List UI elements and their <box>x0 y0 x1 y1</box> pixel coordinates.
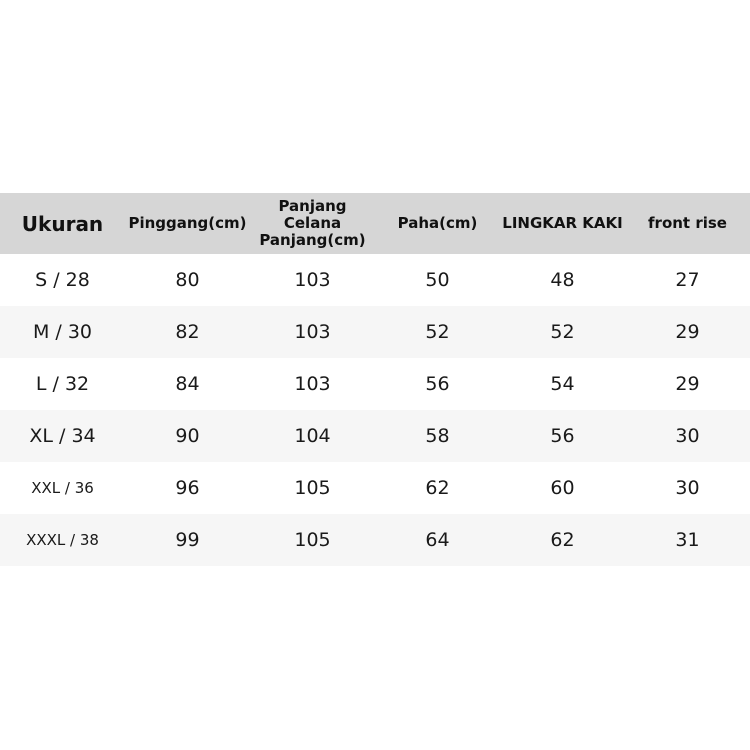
size-cell: XXL / 36 <box>31 479 94 497</box>
size-cell: L / 32 <box>35 373 90 395</box>
waist-cell: 80 <box>175 269 200 291</box>
table-row <box>0 358 750 410</box>
front-rise-cell: 29 <box>675 373 700 395</box>
header-thigh: Paha(cm) <box>397 214 478 232</box>
table-row <box>0 462 750 514</box>
length-cell: 105 <box>294 529 331 551</box>
front-rise-cell: 29 <box>675 321 700 343</box>
waist-cell: 84 <box>175 373 200 395</box>
table-row <box>0 514 750 566</box>
header-waist: Pinggang(cm) <box>128 214 247 232</box>
leg-opening-cell: 56 <box>550 425 575 447</box>
size-cell: XL / 34 <box>29 425 96 447</box>
thigh-cell: 52 <box>425 321 450 343</box>
table-row <box>0 410 750 462</box>
length-cell: 103 <box>294 321 331 343</box>
front-rise-cell: 31 <box>675 529 700 551</box>
header-pants-length: Panjang Celana Panjang(cm) <box>259 197 366 249</box>
table-header-row <box>0 193 750 254</box>
length-cell: 105 <box>294 477 331 499</box>
waist-cell: 90 <box>175 425 200 447</box>
waist-cell: 82 <box>175 321 200 343</box>
front-rise-cell: 30 <box>675 477 700 499</box>
leg-opening-cell: 62 <box>550 529 575 551</box>
table-row <box>0 254 750 306</box>
size-cell: M / 30 <box>32 321 93 343</box>
front-rise-cell: 30 <box>675 425 700 447</box>
thigh-cell: 56 <box>425 373 450 395</box>
waist-cell: 99 <box>175 529 200 551</box>
size-cell: S / 28 <box>35 269 90 291</box>
length-cell: 103 <box>294 269 331 291</box>
thigh-cell: 50 <box>425 269 450 291</box>
leg-opening-cell: 54 <box>550 373 575 395</box>
length-cell: 104 <box>294 425 331 447</box>
front-rise-cell: 27 <box>675 269 700 291</box>
length-cell: 103 <box>294 373 331 395</box>
leg-opening-cell: 52 <box>550 321 575 343</box>
leg-opening-cell: 60 <box>550 477 575 499</box>
table-row <box>0 306 750 358</box>
header-leg-opening: LINGKAR KAKI <box>502 214 623 232</box>
thigh-cell: 64 <box>425 529 450 551</box>
thigh-cell: 62 <box>425 477 450 499</box>
size-chart-table <box>0 193 750 566</box>
header-size: Ukuran <box>21 211 104 236</box>
thigh-cell: 58 <box>425 425 450 447</box>
header-front-rise: front rise <box>648 214 727 232</box>
leg-opening-cell: 48 <box>550 269 575 291</box>
waist-cell: 96 <box>175 477 200 499</box>
size-cell: XXXL / 38 <box>26 531 99 549</box>
